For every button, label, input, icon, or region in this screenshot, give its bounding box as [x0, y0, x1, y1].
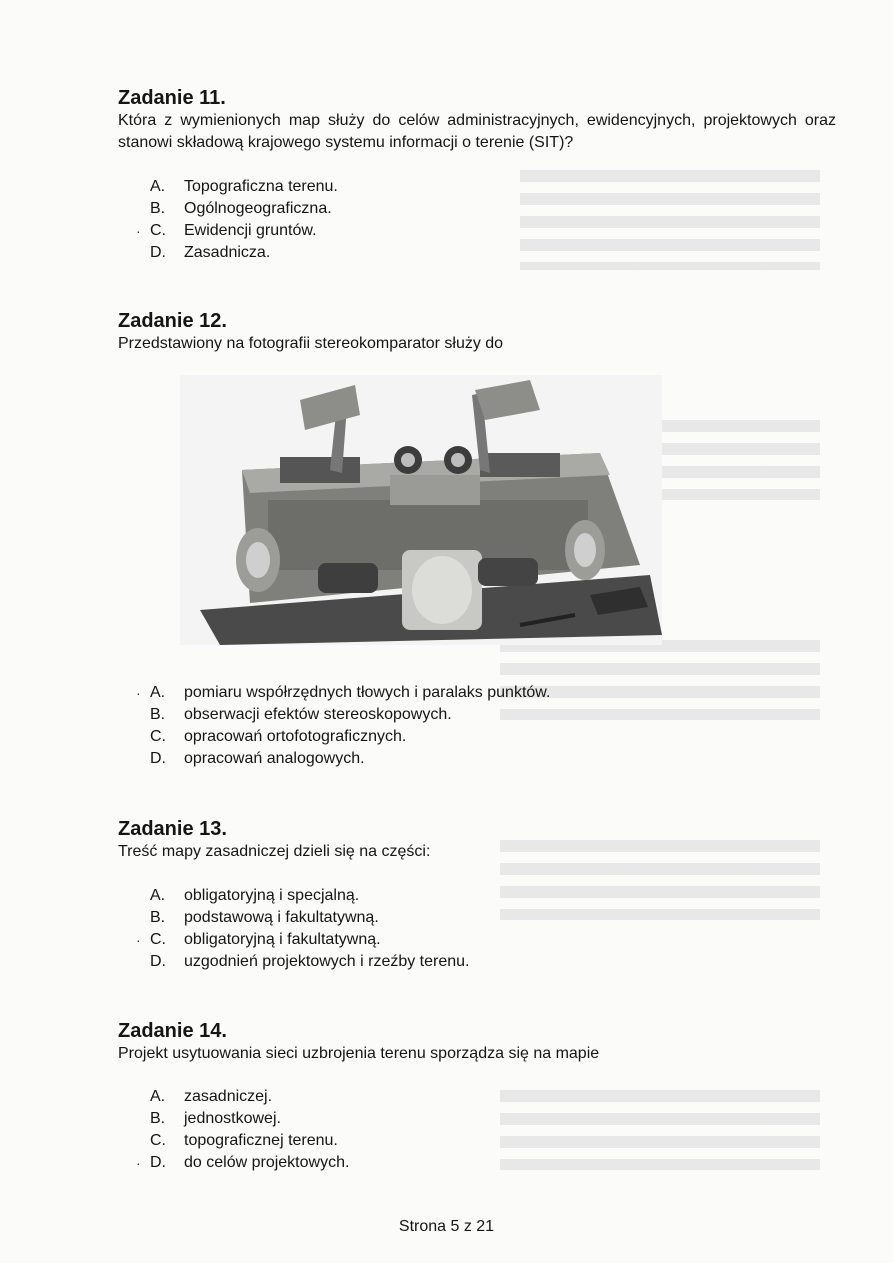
task-13	[118, 817, 836, 863]
answer-option[interactable]: B. podstawową i fakultatywną.	[150, 909, 379, 926]
answer-option[interactable]: B. jednostkowej.	[150, 1110, 281, 1127]
task-title: Zadanie 14.	[118, 1020, 227, 1042]
pencil-mark-icon: ·	[136, 685, 141, 701]
bleed-through-shadow	[660, 420, 820, 500]
answer-option[interactable]: D. uzgodnień projektowych i rzeźby terenu.	[150, 953, 470, 970]
answer-option[interactable]: A. Topograficzna terenu.	[150, 178, 338, 195]
task-question: Treść mapy zasadniczej dzieli się na części:	[118, 843, 431, 860]
task-title: Zadanie 11.	[118, 87, 226, 109]
answer-option[interactable]: · A. pomiaru współrzędnych tłowych i paralaks punktów.	[150, 682, 550, 704]
pencil-mark-icon: ·	[136, 1155, 141, 1171]
answer-option[interactable]: C. topograficznej terenu.	[150, 1132, 338, 1149]
bleed-through-shadow	[500, 1090, 820, 1170]
answer-option[interactable]: B. obserwacji efektów stereoskopowych.	[150, 706, 452, 723]
stereocomparator-illustration	[180, 375, 662, 645]
stereocomparator-photo	[180, 375, 662, 645]
answer-option[interactable]: · C. obligatoryjną i fakultatywną.	[150, 929, 470, 951]
answer-list	[136, 682, 551, 770]
pencil-mark-icon: ·	[136, 223, 141, 239]
answer-option[interactable]: · D. do celów projektowych.	[150, 1152, 349, 1174]
answer-option[interactable]: D. Zasadnicza.	[150, 244, 271, 261]
task-14	[118, 1019, 836, 1065]
task-question: Projekt usytuowania sieci uzbrojenia terenu sporządza się na mapie	[118, 1045, 600, 1062]
task-question: Przedstawiony na fotografii stereokomparator służy do	[118, 335, 504, 352]
answer-option[interactable]: D. opracowań analogowych.	[150, 750, 365, 767]
answer-list	[136, 176, 338, 264]
pencil-mark-icon: ·	[136, 932, 141, 948]
bleed-through-shadow	[520, 170, 820, 270]
answer-option[interactable]: A. zasadniczej.	[150, 1088, 273, 1105]
task-title: Zadanie 12.	[118, 310, 227, 332]
answer-option[interactable]: C. opracowań ortofotograficznych.	[150, 728, 407, 745]
answer-option[interactable]: A. obligatoryjną i specjalną.	[150, 887, 360, 904]
page-number: Strona 5 z 21	[398, 1218, 495, 1235]
task-title: Zadanie 13.	[118, 818, 227, 840]
answer-list	[136, 885, 470, 973]
task-11	[118, 86, 836, 154]
task-question: Która z wymienionych map służy do celów administracyjnych, ewidencyjnych, projektowych oraz stanowi składową krajowego systemu informacji o terenie (SIT)?	[118, 112, 836, 151]
answer-list	[136, 1086, 350, 1174]
task-12	[118, 309, 836, 355]
answer-option[interactable]: B. Ogólnogeograficzna.	[150, 200, 332, 217]
answer-option[interactable]: · C. Ewidencji gruntów.	[150, 220, 338, 242]
